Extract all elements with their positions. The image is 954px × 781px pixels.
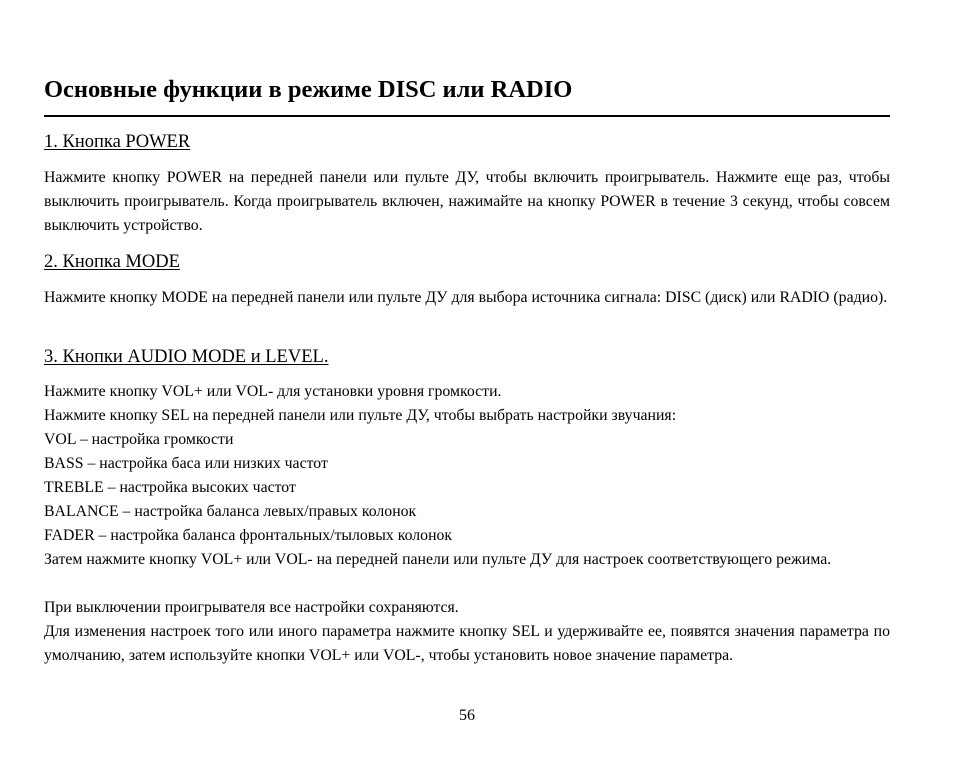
audio-item-balance: BALANCE – настройка баланса левых/правых колонок: [44, 503, 417, 520]
section-heading-mode: 2. Кнопка MODE: [44, 252, 180, 272]
section-power-paragraph: Нажмите кнопку POWER на передней панели или пульте ДУ, чтобы включить проигрыватель. Нажмите еще раз, чтобы выключить проигрыватель. Когда проигрыватель включен, нажимайте на кнопку POWER в течение 3 секунд, чтобы совсем выключить устройство.: [44, 169, 890, 234]
section-heading-audio-mode: 3. Кнопки AUDIO MODE и LEVEL.: [44, 347, 329, 367]
audio-item-vol: VOL – настройка громкости: [44, 431, 234, 448]
section-mode-paragraph: Нажмите кнопку MODE на передней панели или пульте ДУ для выбора источника сигнала: DISC (диск) или RADIO (радио).: [44, 289, 888, 306]
audio-paragraph-sel: Нажмите кнопку SEL на передней панели или пульте ДУ, чтобы выбрать настройки звучания:: [44, 407, 677, 424]
audio-paragraph-change: Для изменения настроек того или иного параметра нажмите кнопку SEL и удерживайте ее, появятся значения параметра по умолчанию, затем используйте кнопки VOL+ или VOL-, чтобы установить новое значение параметра.: [44, 623, 890, 664]
audio-paragraph-then: Затем нажмите кнопку VOL+ или VOL- на передней панели или пульте ДУ для настроек соответствующего режима.: [44, 551, 832, 568]
section-heading-power: 1. Кнопка POWER: [44, 132, 191, 152]
audio-item-fader: FADER – настройка баланса фронтальных/тыловых колонок: [44, 527, 453, 544]
audio-item-treble: TREBLE – настройка высоких частот: [44, 479, 296, 496]
page-title: Основные функции в режиме DISC или RADIO: [44, 76, 573, 103]
title-divider: [44, 115, 890, 117]
audio-item-bass: BASS – настройка баса или низких частот: [44, 455, 328, 472]
page-number: 56: [459, 707, 475, 724]
audio-paragraph-volume: Нажмите кнопку VOL+ или VOL- для установки уровня громкости.: [44, 383, 502, 400]
audio-paragraph-saved: При выключении проигрывателя все настройки сохраняются.: [44, 599, 459, 616]
